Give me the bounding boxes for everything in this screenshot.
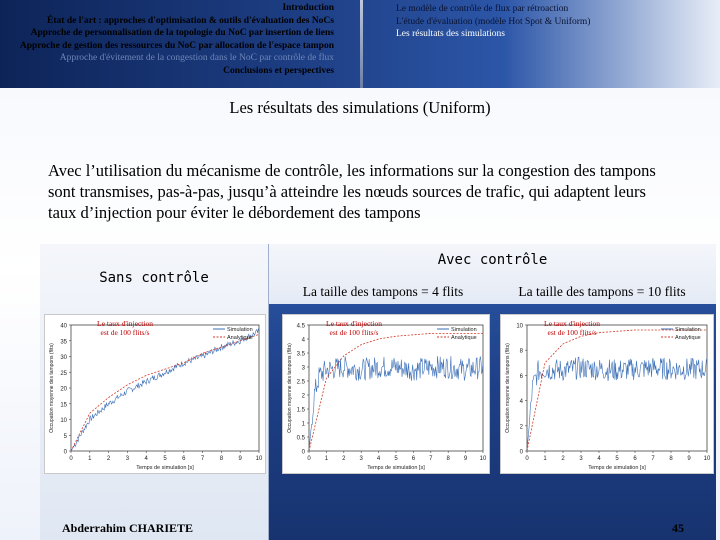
x-tick-label: 0 [307, 456, 311, 462]
y-tick-label: 0 [301, 449, 305, 456]
nav-item-congestion[interactable]: Approche d'évitement de la congestion dans le NoC par contrôle de flux [59, 53, 334, 64]
x-tick-label: 1 [543, 456, 547, 462]
x-tick-label: 8 [669, 456, 673, 462]
y-tick-label: 4 [519, 399, 523, 406]
slide-paragraph: Avec l’utilisation du mécanisme de contrôle, les informations sur la congestion des tampons sont transmises, pas-à-pas, jusqu’à atteindre les nœuds sources de trafic, qui adaptent leurs taux d’injection pour éviter le débordement des tampons [48, 161, 656, 222]
graph-tampon-4 [282, 314, 490, 474]
subnav-item-evaluation[interactable]: L'étude d'évaluation (modèle Hot Spot & Uniform) [396, 16, 591, 27]
x-tick-label: 4 [144, 456, 148, 462]
legend-label-analytique: Analytique [675, 335, 701, 341]
label-sans-controle: Sans contrôle [99, 270, 209, 286]
x-tick-label: 8 [219, 456, 224, 462]
plot-area [527, 325, 707, 451]
y-tick-label: 4 [301, 337, 305, 344]
y-tick-label: 0 [63, 449, 67, 456]
y-tick-label: 15 [60, 402, 67, 409]
graph-tampon-10 [500, 314, 714, 474]
nav-item-etat-art[interactable]: État de l'art : approches d'optimisation & outils d'évaluation des NoCs [47, 15, 334, 26]
x-axis-label: Temps de simulation [s] [588, 465, 646, 471]
x-tick-label: 2 [342, 456, 346, 462]
x-tick-label: 10 [703, 456, 711, 462]
chart-tampon-4 [283, 315, 489, 473]
y-tick-label: 2 [301, 393, 305, 400]
x-tick-label: 4 [597, 456, 601, 462]
x-tick-label: 6 [633, 456, 637, 462]
y-tick-label: 1.5 [296, 407, 305, 414]
y-tick-label: 3.5 [296, 351, 305, 358]
y-tick-label: 3 [301, 365, 305, 372]
footer-author: Abderrahim CHARIETE [62, 521, 194, 535]
plot-area [309, 325, 483, 451]
x-tick-label: 0 [525, 456, 529, 462]
y-tick-label: 25 [60, 370, 67, 377]
legend-label-analytique: Analytique [227, 335, 253, 341]
section-nav [0, 2, 334, 78]
x-tick-label: 7 [200, 456, 205, 462]
x-tick-label: 6 [182, 456, 186, 462]
x-tick-label: 0 [69, 456, 73, 462]
y-tick-label: 10 [60, 418, 67, 424]
x-axis-label: Temps de simulation [s] [367, 465, 425, 471]
x-tick-label: 5 [163, 456, 167, 462]
nav-item-conclusions[interactable]: Conclusions et perspectives [223, 65, 334, 76]
y-tick-label: 1 [301, 421, 305, 428]
legend-label-simulation: Simulation [451, 327, 477, 333]
y-tick-label: 2 [519, 424, 523, 431]
legend-label-analytique: Analytique [451, 335, 477, 341]
y-tick-label: 4.5 [296, 323, 305, 330]
x-tick-label: 1 [324, 456, 329, 462]
legend-label-simulation: Simulation [675, 327, 701, 333]
chart-sans-controle [45, 315, 265, 473]
annotation-taux-injection: Le taux d'injection [544, 319, 600, 328]
y-tick-label: 5 [63, 433, 67, 440]
y-tick-label: 8 [519, 348, 523, 355]
subnav-item-resultats[interactable]: Les résultats des simulations [396, 29, 505, 40]
x-tick-label: 3 [579, 456, 583, 462]
label-tampon-4: La taille des tampons = 4 flits [302, 284, 464, 299]
y-tick-label: 30 [60, 355, 67, 361]
x-tick-label: 7 [651, 456, 655, 462]
annotation-taux-valeur: est de 100 flits/s [329, 328, 379, 337]
nav-item-ressources[interactable]: Approche de gestion des ressources du NoC par allocation de l'espace tampon [19, 40, 334, 51]
x-tick-label: 8 [446, 456, 450, 462]
x-tick-label: 6 [411, 456, 416, 462]
label-tampon-10: La taille des tampons = 10 flits [518, 284, 686, 299]
y-tick-label: 0 [519, 449, 523, 456]
x-axis-label: Temps de simulation [s] [136, 465, 194, 471]
annotation-taux-valeur: est de 100 flits/s [547, 328, 597, 337]
nav-item-introduction[interactable]: Introduction [282, 3, 334, 13]
x-tick-label: 5 [394, 456, 398, 462]
annotation-taux-valeur: est de 100 flits/s [100, 328, 150, 337]
subnav-item-modele[interactable]: Le modèle de contrôle de flux par rétroaction [396, 4, 569, 14]
x-tick-label: 9 [687, 456, 691, 462]
x-tick-label: 1 [88, 456, 92, 462]
subsection-nav [396, 3, 716, 41]
legend-label-simulation: Simulation [227, 327, 253, 333]
x-tick-label: 10 [479, 456, 487, 462]
page-number: 45 [672, 521, 684, 535]
y-tick-label: 35 [60, 339, 67, 346]
y-axis-label: Occupation moyenne des tampons (flits) [287, 343, 293, 433]
y-tick-label: 6 [519, 373, 523, 380]
x-tick-label: 2 [561, 456, 565, 462]
x-tick-label: 3 [125, 456, 130, 462]
label-avec-controle: Avec contrôle [437, 252, 548, 268]
annotation-taux-injection: Le taux d'injection [326, 319, 382, 328]
y-tick-label: 40 [60, 323, 67, 330]
x-tick-label: 9 [463, 456, 468, 462]
y-axis-label: Occupation moyenne des tampons (flits) [505, 343, 511, 433]
graph-sans-controle [44, 314, 266, 474]
y-tick-label: 10 [516, 323, 523, 330]
y-axis-label: Occupation moyenne des tampons (flits) [49, 343, 55, 433]
slide-title: Les résultats des simulations (Uniform) [229, 98, 491, 117]
x-tick-label: 2 [106, 456, 111, 462]
x-tick-label: 10 [255, 456, 263, 462]
x-tick-label: 9 [238, 456, 242, 462]
x-tick-label: 3 [359, 456, 363, 462]
y-tick-label: 0.5 [296, 435, 305, 442]
y-tick-label: 20 [60, 386, 67, 393]
chart-tampon-10 [501, 315, 713, 473]
x-tick-label: 4 [376, 456, 381, 462]
nav-item-topologie[interactable]: Approche de personnalisation de la topologie du NoC par insertion de liens [30, 28, 334, 39]
x-tick-label: 5 [615, 456, 619, 462]
annotation-taux-injection: Le taux d'injection [97, 319, 153, 328]
header-divider [360, 0, 363, 88]
x-tick-label: 7 [429, 456, 433, 462]
y-tick-label: 2.5 [296, 379, 305, 386]
